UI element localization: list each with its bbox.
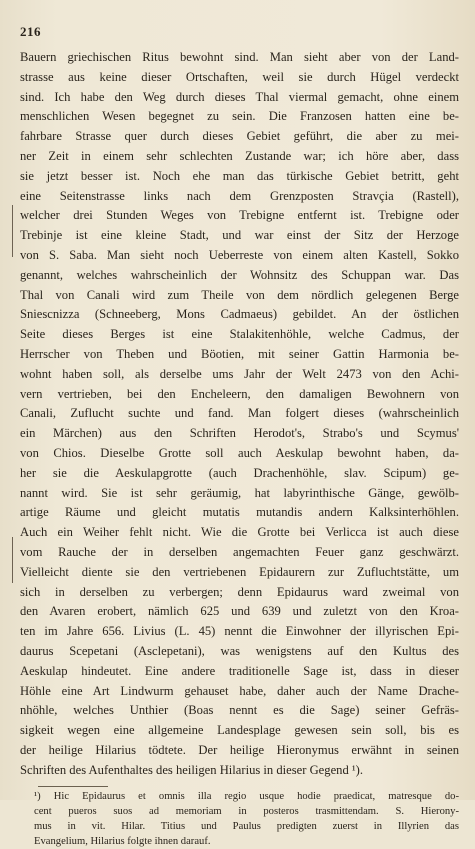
footnote-divider — [38, 786, 108, 787]
text-line: Trebinje ist eine kleine Stadt, und war einst der Sitz der Herzoge — [20, 228, 459, 243]
text-line: strasse aus keine dieser Ortschaften, weil sie durch Hügel verdeckt — [20, 69, 459, 84]
text-line: von S. Saba. Man sieht noch Ueberreste von einem alten Kastell, Sokko — [20, 247, 459, 262]
text-line: von Chios. Dieselbe Grotte soll auch Aeskulap bewohnt haben, da- — [20, 445, 459, 460]
text-line: Herrscher von Theben und Böotien, mit seiner Gattin Harmonia be- — [20, 346, 459, 361]
text-line: ner Zeit in einem sehr schlechten Zustande war; ich höre aber, dass — [20, 148, 459, 163]
page-number: 216 — [20, 24, 41, 39]
text-line: sigkeit wegen eine allgemeine Landesplage gewesen sein soll, bis es — [20, 723, 459, 738]
text-line: Sniescnizza (Schneeberg, Mons Cadmaeus) gebildet. An der östlichen — [20, 307, 459, 322]
text-line: Schriften des Aufenthaltes des heiligen Hilarius in dieser Gegend ¹). — [20, 762, 364, 777]
text-line: vern vertrieben, bei den Encheleern, den damaligen Bewohnern von — [20, 386, 459, 401]
text-line: artige Räume und gleicht mutatis mutandis andern Kalksinterhöhlen. — [20, 505, 459, 520]
text-line: Vielleicht diente sie den vertriebenen Epidaurern zur Zufluchtstätte, um — [20, 564, 459, 579]
text-line: nhöhle, welches Unthier (Boas nennt es die Sage) seiner Gefräs- — [20, 703, 459, 718]
text-line: ein Märchen) aus den Schriften Herodot's, Strabo's und Scymus' — [20, 426, 459, 441]
text-line: daurus Scepetani (Asclepetani), was wenigstens auf den Kultus des — [20, 643, 459, 658]
text-line: welcher drei Stunden Weges von Trebigne entfernt ist. Trebigne oder — [20, 208, 459, 223]
footnote-line: mus in vit. Hilar. Titius und Paulus predigten zuerst in Illyrien das — [34, 821, 459, 833]
text-line: genannt, welches wahrscheinlich der Wohnsitz des Schuppan war. Das — [20, 267, 459, 282]
footnotes — [20, 789, 459, 849]
footnote-line: cent pueros suos ad memoriam in posteros trasmittendam. S. Hierony- — [34, 806, 459, 818]
text-line: Auch ein Weiher fehlt nicht. Wie die Grotte bei Verlicca ist auch diese — [20, 525, 459, 540]
text-line: wohnt haben soll, als derselbe ums Jahr der Welt 2473 von den Achi- — [20, 366, 459, 381]
text-line: Thal von Canali wird zum Theile von dem nördlich gelegenen Berge — [20, 287, 459, 302]
text-line: vom Rauche der in derselben angemachten Feuer ganz geschwärzt. — [20, 544, 459, 559]
text-line: der heilige Hilarius tödtete. Der heilige Hieronymus erwähnt in seinen — [20, 742, 459, 757]
text-line: sich in derselben zu verbergen; denn Epidaurus ward zweimal von — [20, 584, 459, 599]
text-line: fahrbare Strasse quer durch dieses Gebiet geführt, die aber zu mei- — [20, 129, 459, 144]
footnote-line: Evangelium, Hilarius folgte ihnen darauf. — [34, 836, 211, 848]
margin-pencil-mark — [12, 205, 13, 257]
text-line: sie jetzt besser ist. Noch ehe man das türkische Gebiet betritt, geht — [20, 168, 459, 183]
text-line: her sie die Aeskulapgrotte (auch Drachenhöhle, slav. Scipum) ge- — [20, 465, 459, 480]
text-line: sind. Ich habe den Weg durch dieses Thal viermal gemacht, ohne einem — [20, 89, 459, 104]
body-text — [20, 48, 459, 780]
text-line: Höhle eine Art Lindwurm gehauset habe, daher auch der Name Drache- — [20, 683, 459, 698]
footnote-line: ¹) Hic Epidaurus et omnis illa regio usque hodie praedicat, matresque do- — [34, 791, 459, 803]
text-line: den Avaren erobert, nämlich 625 und 639 und zuletzt von den Kroa- — [20, 604, 459, 619]
text-line: nannt wird. Sie ist sehr geräumig, hat labyrinthische Gänge, gewölb- — [20, 485, 459, 500]
margin-pencil-mark — [12, 537, 13, 583]
text-line: Canali, Zuflucht suchte und fand. Man folgert dieses (wahrscheinlich — [20, 406, 459, 421]
text-line: Seite dieses Berges ist eine Stalakitenhöhle, welche Cadmus, der — [20, 327, 459, 342]
text-line: Bauern griechischen Ritus bewohnt sind. Man sieht aber von der Land- — [20, 50, 459, 64]
text-line: Aeskulap hindeutet. Eine andere traditionelle Sage ist, dass in dieser — [20, 663, 459, 678]
text-line: ten im Jahre 656. Livius (L. 45) nennt die Einwohner der illyrischen Epi- — [20, 624, 459, 639]
text-line: eine Seitenstrasse links nach dem Grenzposten Stravçia (Rastell), — [20, 188, 459, 203]
text-line: menschlichen Wesen begegnet zu sein. Die Franzosen hatten eine be- — [20, 109, 459, 124]
